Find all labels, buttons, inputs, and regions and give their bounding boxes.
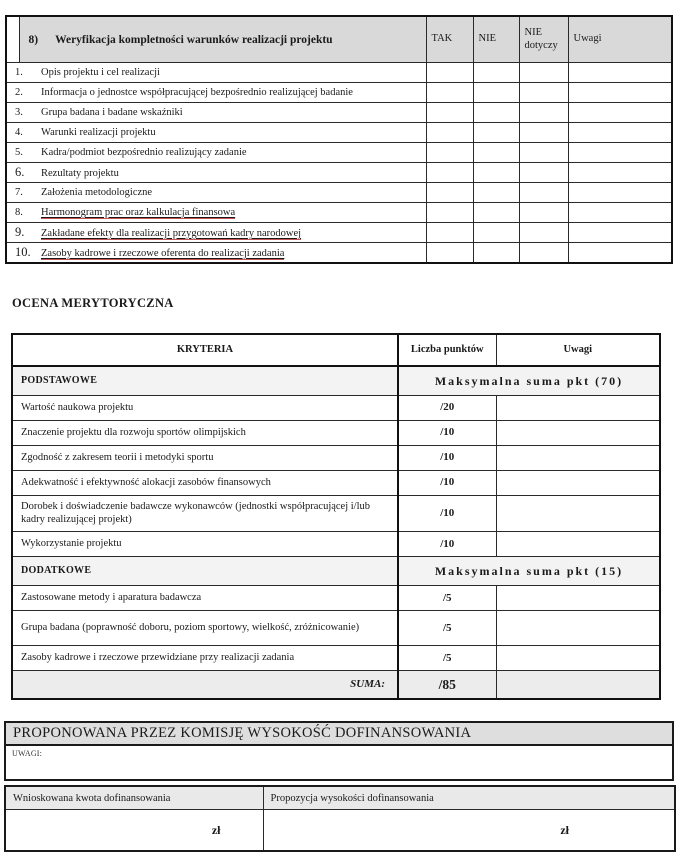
group-max-points: Maksymalna suma pkt (15) xyxy=(398,557,660,586)
points-cell[interactable]: /5 xyxy=(398,611,496,646)
suma-points-cell[interactable]: /85 xyxy=(398,671,496,700)
points-cell[interactable]: /10 xyxy=(398,446,496,471)
row-label: Warunki realizacji projektu xyxy=(41,126,156,138)
group-max-points: Maksymalna suma pkt (70) xyxy=(398,366,660,396)
verification-row-10 xyxy=(6,243,672,264)
row-number: 4. xyxy=(15,126,23,138)
criterion-label: Adekwatność i efektywność alokacji zasobów finansowych xyxy=(12,471,398,496)
row-number: 9. xyxy=(15,224,25,239)
col-header-nie-dotyczy: NIE dotyczy xyxy=(519,16,568,63)
funding-table xyxy=(4,785,676,852)
currency-label: zł xyxy=(560,822,569,837)
criteria-row xyxy=(12,446,660,471)
nie-cell[interactable] xyxy=(473,243,519,264)
row-label: Harmonogram prac oraz kalkulacja finansowa xyxy=(41,206,236,218)
tak-cell[interactable] xyxy=(426,163,473,183)
nie-cell[interactable] xyxy=(473,203,519,223)
tak-cell[interactable] xyxy=(426,243,473,264)
uwagi-cell[interactable] xyxy=(568,63,672,83)
nie-dotyczy-cell[interactable] xyxy=(519,103,568,123)
col-header-punkty: Liczba punktów xyxy=(398,334,496,366)
row-number: 7. xyxy=(15,186,23,198)
funding-remarks-box[interactable] xyxy=(4,746,674,781)
group-row-podstawowe xyxy=(12,366,660,396)
uwagi-cell[interactable] xyxy=(568,203,672,223)
col-header-tak: TAK xyxy=(426,16,473,63)
tak-cell[interactable] xyxy=(426,123,473,143)
funding-header-row xyxy=(5,786,675,810)
nie-cell[interactable] xyxy=(473,83,519,103)
tak-cell[interactable] xyxy=(426,143,473,163)
page-section-title: OCENA MERYTORYCZNA xyxy=(12,296,174,310)
criteria-row xyxy=(12,421,660,446)
verification-row-3 xyxy=(6,103,672,123)
verification-header-row xyxy=(6,16,672,63)
suma-label: SUMA: xyxy=(12,671,398,700)
tak-cell[interactable] xyxy=(426,63,473,83)
verification-row-2 xyxy=(6,83,672,103)
row-label: Informacja o jednostce współpracującej bezpośrednio realizującej badanie xyxy=(41,86,353,98)
criteria-uwagi-cell[interactable] xyxy=(496,611,660,646)
nie-dotyczy-cell[interactable] xyxy=(519,183,568,203)
row-number: 3. xyxy=(15,106,23,118)
section-number: 8) xyxy=(28,33,39,46)
criteria-uwagi-cell[interactable] xyxy=(496,396,660,421)
uwagi-cell[interactable] xyxy=(568,143,672,163)
uwagi-cell[interactable] xyxy=(568,183,672,203)
tak-cell[interactable] xyxy=(426,223,473,243)
criterion-label: Grupa badana (poprawność doboru, poziom sportowy, wielkość, zróżnicowanie) xyxy=(12,611,398,646)
row-number: 5. xyxy=(15,146,23,158)
points-cell[interactable]: /10 xyxy=(398,532,496,557)
header-indent-cell xyxy=(6,16,19,63)
criteria-row xyxy=(12,586,660,611)
requested-amount-field[interactable] xyxy=(5,810,263,852)
funding-section xyxy=(4,721,674,852)
uwagi-cell[interactable] xyxy=(568,103,672,123)
criteria-uwagi-cell[interactable] xyxy=(496,532,660,557)
nie-cell[interactable] xyxy=(473,123,519,143)
nie-dotyczy-cell[interactable] xyxy=(519,63,568,83)
points-cell[interactable]: /5 xyxy=(398,586,496,611)
nie-dotyczy-cell[interactable] xyxy=(519,163,568,183)
criterion-label: Dorobek i doświadczenie badawcze wykonawców (jednostki współpracującej i/lub kadry realizującej projekt) xyxy=(12,496,398,532)
criterion-label: Wykorzystanie projektu xyxy=(12,532,398,557)
funding-amount-row xyxy=(5,810,675,852)
verification-row-7 xyxy=(6,183,672,203)
row-label: Rezultaty projektu xyxy=(41,167,119,179)
group-name: DODATKOWE xyxy=(12,557,398,586)
criteria-uwagi-cell[interactable] xyxy=(496,646,660,671)
nie-dotyczy-cell[interactable] xyxy=(519,203,568,223)
uwagi-cell[interactable] xyxy=(568,243,672,264)
row-label: Zasoby kadrowe i rzeczowe oferenta do realizacji zadania xyxy=(41,247,285,259)
col-header-nie: NIE xyxy=(473,16,519,63)
criterion-label: Wartość naukowa projektu xyxy=(12,396,398,421)
funding-section-title: PROPONOWANA PRZEZ KOMISJĘ WYSOKOŚĆ DOFINANSOWANIA xyxy=(4,721,674,746)
suma-row xyxy=(12,671,660,700)
nie-cell[interactable] xyxy=(473,103,519,123)
criterion-label: Zasoby kadrowe i rzeczowe przewidziane przy realizacji zadania xyxy=(12,646,398,671)
verification-row-6 xyxy=(6,163,672,183)
verification-title-cell xyxy=(19,16,426,63)
nie-dotyczy-cell[interactable] xyxy=(519,83,568,103)
criteria-header-row xyxy=(12,334,660,366)
suma-uwagi-cell[interactable] xyxy=(496,671,660,700)
criteria-row xyxy=(12,646,660,671)
nie-dotyczy-cell[interactable] xyxy=(519,243,568,264)
col-header-uwagi: Uwagi xyxy=(568,16,672,63)
group-row-dodatkowe xyxy=(12,557,660,586)
criteria-uwagi-cell[interactable] xyxy=(496,496,660,532)
criterion-label: Zgodność z zakresem teorii i metodyki sportu xyxy=(12,446,398,471)
nie-cell[interactable] xyxy=(473,163,519,183)
nie-cell[interactable] xyxy=(473,63,519,83)
verification-row-1 xyxy=(6,63,672,83)
verification-row-9 xyxy=(6,223,672,243)
uwagi-cell[interactable] xyxy=(568,83,672,103)
uwagi-cell[interactable] xyxy=(568,163,672,183)
criteria-uwagi-cell[interactable] xyxy=(496,446,660,471)
nie-dotyczy-cell[interactable] xyxy=(519,123,568,143)
criteria-row xyxy=(12,532,660,557)
nie-cell[interactable] xyxy=(473,143,519,163)
nie-cell[interactable] xyxy=(473,223,519,243)
nie-dotyczy-cell[interactable] xyxy=(519,223,568,243)
group-name: PODSTAWOWE xyxy=(12,366,398,396)
row-label: Kadra/podmiot bezpośrednio realizujący zadanie xyxy=(41,146,247,158)
points-cell[interactable]: /10 xyxy=(398,471,496,496)
row-number: 10. xyxy=(15,244,31,259)
points-cell[interactable]: /20 xyxy=(398,396,496,421)
nie-dotyczy-cell[interactable] xyxy=(519,143,568,163)
tak-cell[interactable] xyxy=(426,203,473,223)
verification-row-5 xyxy=(6,143,672,163)
tak-cell[interactable] xyxy=(426,83,473,103)
criteria-row xyxy=(12,396,660,421)
criteria-row xyxy=(12,471,660,496)
criteria-table xyxy=(11,333,661,700)
criteria-uwagi-cell[interactable] xyxy=(496,421,660,446)
proposed-amount-field[interactable] xyxy=(263,810,675,852)
row-number: 8. xyxy=(15,206,23,218)
row-label: Grupa badana i badane wskaźniki xyxy=(41,106,183,118)
points-cell[interactable]: /5 xyxy=(398,646,496,671)
requested-amount-header: Wnioskowana kwota dofinansowania xyxy=(5,786,263,810)
verification-row-8 xyxy=(6,203,672,223)
points-cell[interactable]: /10 xyxy=(398,421,496,446)
uwagi-cell[interactable] xyxy=(568,123,672,143)
points-cell[interactable]: /10 xyxy=(398,496,496,532)
criteria-row xyxy=(12,611,660,646)
row-number: 6. xyxy=(15,164,25,179)
criteria-row xyxy=(12,496,660,532)
funding-remarks-label: UWAGI: xyxy=(12,749,43,759)
col-header-kryteria: KRYTERIA xyxy=(12,334,398,366)
currency-label: zł xyxy=(211,822,221,837)
criterion-label: Zastosowane metody i aparatura badawcza xyxy=(12,586,398,611)
row-label: Opis projektu i cel realizacji xyxy=(41,66,160,78)
criterion-label: Znaczenie projektu dla rozwoju sportów olimpijskich xyxy=(12,421,398,446)
row-label: Założenia metodologiczne xyxy=(41,186,153,198)
col-header-uwagi: Uwagi xyxy=(496,334,660,366)
verification-title: Weryfikacja kompletności warunków realizacji projektu xyxy=(55,33,333,46)
criteria-uwagi-cell[interactable] xyxy=(496,471,660,496)
criteria-uwagi-cell[interactable] xyxy=(496,586,660,611)
row-number: 2. xyxy=(15,86,23,98)
tak-cell[interactable] xyxy=(426,183,473,203)
proposed-amount-header: Propozycja wysokości dofinansowania xyxy=(263,786,675,810)
row-label: Zakładane efekty dla realizacji przygotowań kadry narodowej xyxy=(41,227,302,239)
uwagi-cell[interactable] xyxy=(568,223,672,243)
tak-cell[interactable] xyxy=(426,103,473,123)
verification-row-4 xyxy=(6,123,672,143)
row-number: 1. xyxy=(15,66,23,78)
verification-table xyxy=(5,15,673,264)
nie-cell[interactable] xyxy=(473,183,519,203)
